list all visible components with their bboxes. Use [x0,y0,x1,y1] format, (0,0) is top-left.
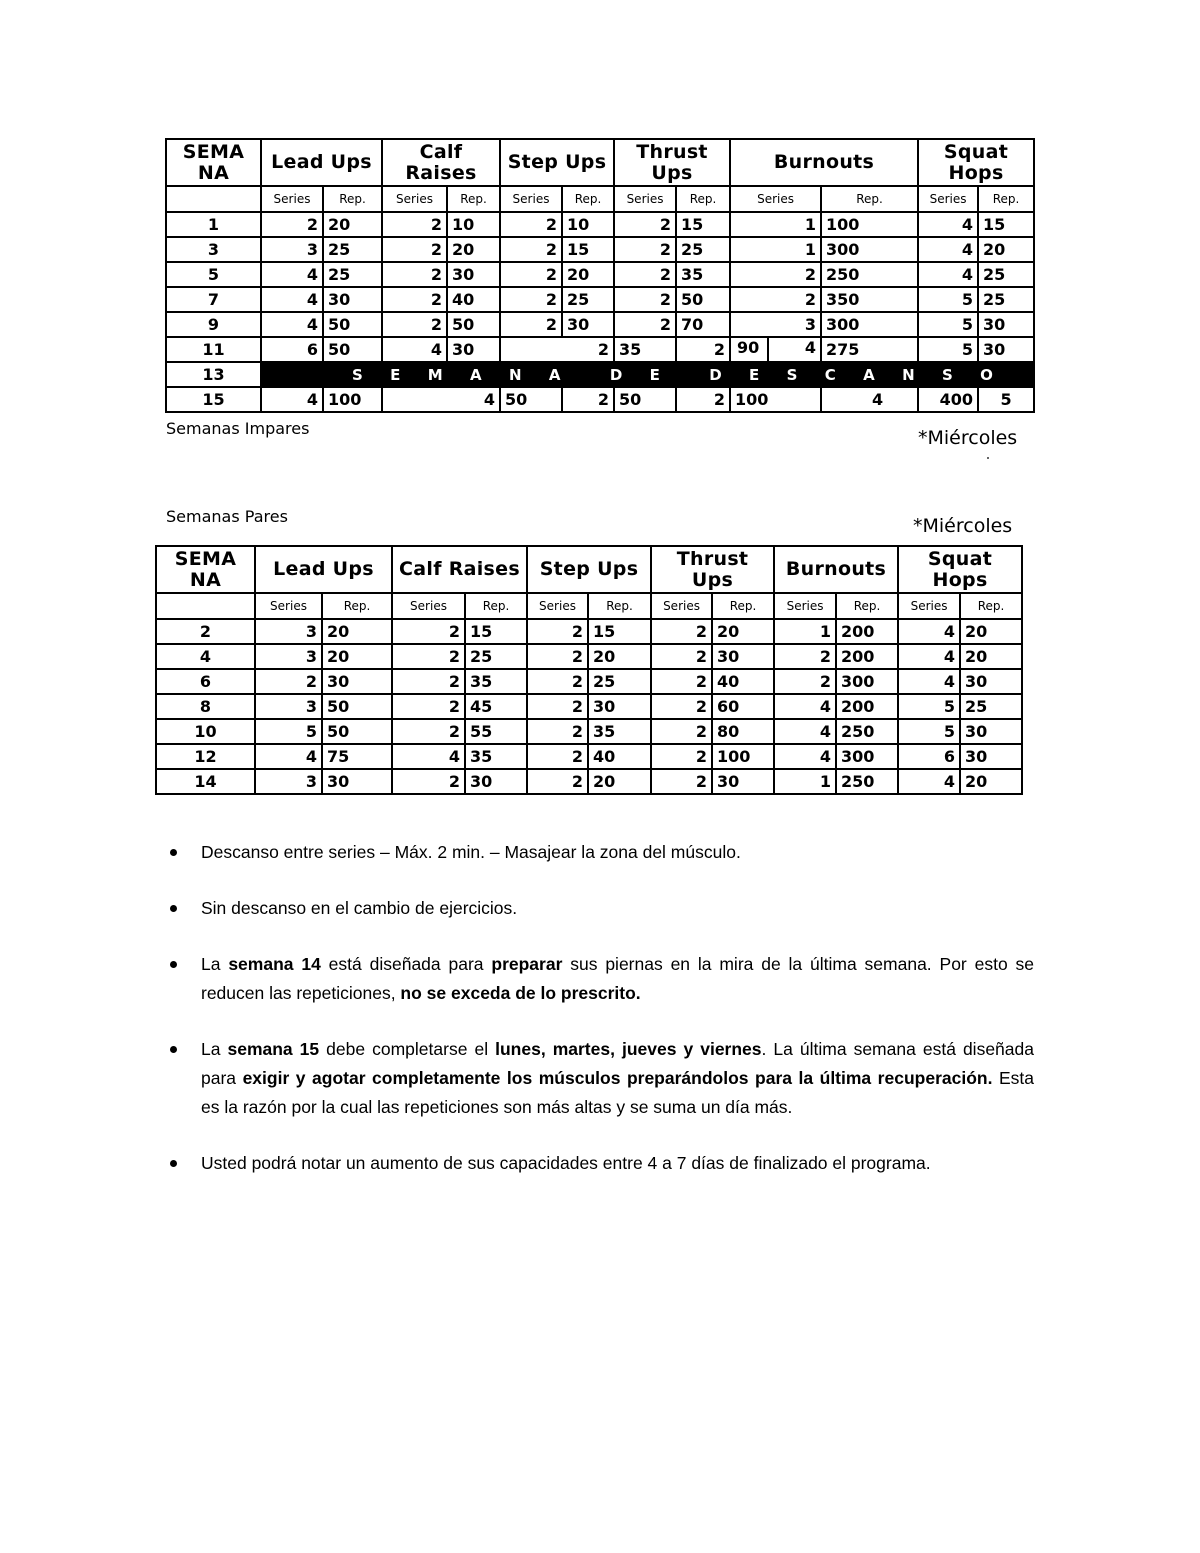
rest-letter: A [470,365,482,384]
table-row [166,212,1034,237]
header-lead-ups: Lead Ups [255,546,392,593]
table-cell: 30 [960,719,1022,744]
text: sus piernas en la mira de la última semana. Por esto se reducen las repeticiones, [201,954,1035,1003]
table-cell: 2 [651,694,712,719]
table-cell: 50 [322,719,392,744]
table-cell: 15 [465,619,527,644]
list-item [164,1149,1034,1178]
table-cell-week: 10 [156,719,255,744]
table-cell: 400 [939,390,974,409]
table-cell: 30 [562,312,614,337]
table-cell: 2 [614,312,676,337]
table-row [166,262,1034,287]
table-cell: 2 [774,644,836,669]
subheader-rep: Rep. [960,593,1022,619]
table-cell: 6 [261,337,323,362]
table-cell: 2 [382,237,447,262]
rest-letter: E [649,365,660,384]
table-cell: 2 [651,744,712,769]
table-cell: 300 [821,312,918,337]
rest-letter: S [352,365,363,384]
table-cell: 100 [323,387,382,412]
table-cell-week: 13 [166,362,261,387]
table-cell: 4 [261,287,323,312]
text: Esta es la razón por la cual las repeticiones son más altas y se suma un día más. [201,1068,1034,1117]
table-cell: 2 [614,212,676,237]
list-item [164,950,1034,1008]
rest-letter: O [980,365,993,384]
table-cell: 75 [322,744,392,769]
table-cell: 4 [804,338,817,357]
table-cell: 70 [676,312,730,337]
table-cell: 4 [898,669,960,694]
text: La [201,1039,228,1059]
bold-text: semana 15 [227,1039,320,1059]
table-cell: 20 [322,619,392,644]
table-cell: 25 [676,237,730,262]
table-cell: 4 [255,744,322,769]
header-thrust-ups: Thrust Ups [651,546,774,593]
subheader-rep: Rep. [588,593,651,619]
subheader-rep: Rep. [562,186,614,212]
table-cell: 50 [322,694,392,719]
table-cell: 50 [676,287,730,312]
header-row [156,546,1022,593]
table-cell: 20 [562,262,614,287]
table-cell: 50 [323,337,382,362]
odd-weeks-label: Semanas Impares [166,419,310,438]
table-cell: 5 [978,387,1034,412]
table-cell: 2 [261,212,323,237]
table-cell: 2 [255,669,322,694]
table-cell [730,337,821,362]
header-squat-hops: Squat Hops [918,139,1034,186]
table-row [156,619,1022,644]
table-cell-week: 4 [156,644,255,669]
table-cell: 50 [323,312,382,337]
table-cell: 30 [322,669,392,694]
header-calf-raises: Calf Raises [382,139,500,186]
table-row [156,769,1022,794]
table-cell-week: 15 [166,387,261,412]
table-cell: 2 [527,719,588,744]
table-cell: 2 [527,669,588,694]
subheader-series: Series [614,186,676,212]
table-cell: 2 [651,769,712,794]
bold-text: no se exceda de lo prescrito. [400,983,641,1003]
subheader-row [156,593,1022,619]
table-cell: 40 [447,287,500,312]
table-cell: 90 [731,338,769,361]
even-weeks-body [156,619,1022,794]
rest-letter: E [749,365,760,384]
table-cell: 25 [562,287,614,312]
table-cell: 2 [651,669,712,694]
subheader-rep: Rep. [836,593,898,619]
header-calf-raises: Calf Raises [392,546,527,593]
table-cell: 4 [898,619,960,644]
table-cell: 2 [392,644,465,669]
rest-letter: N [508,365,522,384]
table-cell: 30 [322,769,392,794]
table-cell: 2 [614,287,676,312]
table-cell: 30 [465,769,527,794]
table-cell: 200 [836,694,898,719]
rest-letter: C [824,365,836,384]
odd-weeks-table [165,138,1035,413]
table-cell: 4 [898,644,960,669]
rest-letter: E [390,365,401,384]
table-cell-week: 2 [156,619,255,644]
table-cell: 10 [562,212,614,237]
table-cell: 25 [323,262,382,287]
table-cell-week: 7 [166,287,261,312]
table-cell: 2 [382,262,447,287]
table-cell: 2 [651,719,712,744]
notes-list [164,838,1034,1205]
table-cell: 2 [500,337,614,362]
bullet-icon [170,1160,177,1167]
text: Descanso entre series – Máx. 2 min. – Masajear la zona del músculo. [201,842,741,862]
subheader-series: Series [261,186,323,212]
table-cell-week: 8 [156,694,255,719]
table-row [156,669,1022,694]
table-cell: 30 [712,769,774,794]
table-cell: 2 [392,619,465,644]
text: Sin descanso en el cambio de ejercicios. [201,898,518,918]
table-cell-week: 12 [156,744,255,769]
subheader-series: Series [774,593,836,619]
subheader-series: Series [730,186,821,212]
table-cell: 2 [676,387,730,412]
table-cell: 5 [898,719,960,744]
bullet-icon [170,961,177,968]
table-cell: 20 [960,644,1022,669]
subheader-series: Series [255,593,322,619]
odd-weeks-body [166,212,1034,362]
subheader-rep: Rep. [322,593,392,619]
subheader-series: Series [918,186,978,212]
table-cell: 2 [500,312,562,337]
table-cell: 2 [651,619,712,644]
table-cell-week: 11 [166,337,261,362]
table-cell: 5 [918,337,978,362]
table-cell: 2 [392,694,465,719]
table-row [166,312,1034,337]
table-cell: 100 [712,744,774,769]
table-cell: 2 [392,719,465,744]
table-cell: 2 [500,287,562,312]
header-step-ups: Step Ups [527,546,651,593]
header-burnouts: Burnouts [774,546,898,593]
table-cell-week: 6 [156,669,255,694]
table-cell: 35 [676,262,730,287]
bold-text: exigir y agotar completamente los músculos preparándolos para la última recuperación. [242,1068,993,1088]
table-cell: 1 [730,237,821,262]
rest-letter: D [609,365,623,384]
table-cell: 25 [323,237,382,262]
table-cell: 2 [527,644,588,669]
table-cell: 30 [323,287,382,312]
table-cell: 4 [382,387,500,412]
table-cell: 50 [500,387,562,412]
subheader-empty [166,186,261,212]
table-cell: 30 [978,312,1034,337]
table-cell: 25 [465,644,527,669]
table-cell-week: 14 [156,769,255,794]
table-row [166,237,1034,262]
table-cell: 1 [730,212,821,237]
table-cell: 25 [960,694,1022,719]
rest-week-banner [261,362,1034,387]
table-cell: 30 [978,337,1034,362]
table-cell: 20 [447,237,500,262]
table-cell: 2 [651,644,712,669]
rest-week-row [166,362,1034,387]
table-cell: 30 [447,262,500,287]
subheader-series: Series [382,186,447,212]
table-cell: 50 [614,387,676,412]
table-cell [918,387,978,412]
table-cell-week: 5 [166,262,261,287]
header-week: SEMA NA [156,546,255,593]
subheader-series: Series [392,593,465,619]
table-cell: 2 [527,619,588,644]
rest-letter: A [863,365,875,384]
table-cell: 35 [465,669,527,694]
table-cell: 4 [382,337,447,362]
text: . La última semana está diseñada para [201,1039,1034,1088]
bold-text: lunes, martes, jueves y viernes [495,1039,762,1059]
text: La [201,954,229,974]
even-weeks-day: *Miércoles [913,515,1013,537]
table-cell: 2 [527,769,588,794]
table-cell: 2 [562,387,614,412]
table-cell: 2 [676,337,730,362]
subheader-rep: Rep. [447,186,500,212]
table-cell: 15 [562,237,614,262]
table-cell: 2 [382,312,447,337]
table-cell: 5 [918,287,978,312]
table-cell: 2 [614,237,676,262]
table-row [156,744,1022,769]
table-cell: 20 [323,212,382,237]
table-cell: 15 [588,619,651,644]
list-item [164,838,1034,867]
header-week: SEMA NA [166,139,261,186]
header-step-ups: Step Ups [500,139,614,186]
bullet-icon [170,1046,177,1053]
table-cell: 2 [614,262,676,287]
table-cell: 10 [447,212,500,237]
subheader-empty [156,593,255,619]
header-squat-hops: Squat Hops [898,546,1022,593]
table-cell: 3 [255,644,322,669]
table-cell: 20 [712,619,774,644]
table-cell: 1 [774,769,836,794]
list-item [164,894,1034,923]
table-cell: 80 [712,719,774,744]
table-cell: 15 [978,212,1034,237]
subheader-series: Series [527,593,588,619]
table-cell: 4 [774,744,836,769]
list-item [164,1035,1034,1122]
table-cell: 2 [500,262,562,287]
table-cell: 2 [774,669,836,694]
subheader-rep: Rep. [676,186,730,212]
table-cell: 35 [614,337,676,362]
table-cell: 25 [978,287,1034,312]
rest-letter: S [942,365,953,384]
table-row [156,694,1022,719]
bullet-icon [170,849,177,856]
subheader-series: Series [898,593,960,619]
table-cell: 275 [821,337,918,362]
table-cell: 30 [447,337,500,362]
table-cell-week: 9 [166,312,261,337]
table-row [166,287,1034,312]
subheader-rep: Rep. [978,186,1034,212]
table-cell: 250 [836,719,898,744]
table-cell: 30 [960,744,1022,769]
table-cell: 2 [382,287,447,312]
table-cell: 30 [588,694,651,719]
bullet-icon [170,905,177,912]
table-cell: 40 [712,669,774,694]
table-cell: 4 [898,769,960,794]
table-cell: 3 [255,619,322,644]
table-row-week-15 [166,387,1034,412]
header-row [166,139,1034,186]
table-cell: 55 [465,719,527,744]
table-cell: 4 [774,719,836,744]
table-cell: 20 [960,769,1022,794]
table-cell: 25 [588,669,651,694]
table-cell [821,387,918,412]
table-cell: 250 [821,262,918,287]
table-cell: 20 [588,644,651,669]
table-cell: 2 [527,744,588,769]
stray-mark [987,457,989,459]
even-weeks-table [155,545,1023,795]
table-cell: 5 [898,694,960,719]
table-cell: 2 [392,669,465,694]
table-cell: 35 [465,744,527,769]
table-cell: 20 [588,769,651,794]
table-cell: 6 [898,744,960,769]
table-cell: 4 [261,387,323,412]
subheader-series: Series [651,593,712,619]
table-cell: 2 [500,212,562,237]
table-cell: 4 [261,262,323,287]
table-cell: 45 [465,694,527,719]
table-cell: 3 [261,237,323,262]
text: Usted podrá notar un aumento de sus capacidades entre 4 a 7 días de finalizado el programa. [201,1153,931,1173]
table-cell: 30 [712,644,774,669]
table-cell: 2 [730,287,821,312]
table-cell: 30 [960,669,1022,694]
header-thrust-ups: Thrust Ups [614,139,730,186]
table-cell: 4 [918,262,978,287]
table-cell: 20 [978,237,1034,262]
subheader-rep: Rep. [712,593,774,619]
bold-text: semana 14 [228,954,321,974]
table-cell: 4 [261,312,323,337]
odd-weeks-day: *Miércoles [918,427,1018,449]
table-cell: 2 [527,694,588,719]
table-cell: 5 [918,312,978,337]
bold-text: preparar [491,954,563,974]
rest-letter: S [786,365,798,384]
table-cell: 60 [712,694,774,719]
table-cell: 2 [500,237,562,262]
table-cell: 100 [821,212,918,237]
table-cell: 40 [588,744,651,769]
table-cell: 5 [255,719,322,744]
table-cell: 3 [730,312,821,337]
table-cell: 50 [447,312,500,337]
table-cell: 3 [255,694,322,719]
table-row [156,644,1022,669]
table-row [166,337,1034,362]
even-weeks-label: Semanas Pares [166,507,288,526]
table-cell: 200 [836,619,898,644]
table-cell: 4 [918,237,978,262]
table-cell: 300 [821,237,918,262]
table-cell: 25 [978,262,1034,287]
rest-letter: D [709,365,722,384]
subheader-rep: Rep. [821,186,918,212]
table-cell: 4 [392,744,465,769]
table-cell: 300 [836,669,898,694]
header-burnouts: Burnouts [730,139,918,186]
table-row [156,719,1022,744]
table-cell: 1 [774,619,836,644]
table-cell: 350 [821,287,918,312]
table-cell: 35 [588,719,651,744]
table-cell: 250 [836,769,898,794]
header-lead-ups: Lead Ups [261,139,382,186]
table-cell: 3 [255,769,322,794]
table-cell: 300 [836,744,898,769]
table-cell: 20 [960,619,1022,644]
table-cell: 4 [774,694,836,719]
table-cell-week: 3 [166,237,261,262]
subheader-series: Series [500,186,562,212]
table-cell: 4 [872,390,884,409]
table-cell: 2 [382,212,447,237]
rest-letter: M [427,365,443,384]
subheader-rep: Rep. [323,186,382,212]
subheader-row [166,186,1034,212]
table-cell: 200 [836,644,898,669]
table-cell: 100 [730,387,821,412]
text: debe completarse el [319,1039,496,1059]
rest-letter: N [902,365,915,384]
text: está diseñada para [320,954,492,974]
table-cell: 20 [322,644,392,669]
table-cell: 15 [676,212,730,237]
table-cell-week: 1 [166,212,261,237]
table-cell: 4 [918,212,978,237]
table-cell: 2 [730,262,821,287]
table-cell: 2 [392,769,465,794]
rest-letter: A [548,365,561,384]
subheader-rep: Rep. [465,593,527,619]
